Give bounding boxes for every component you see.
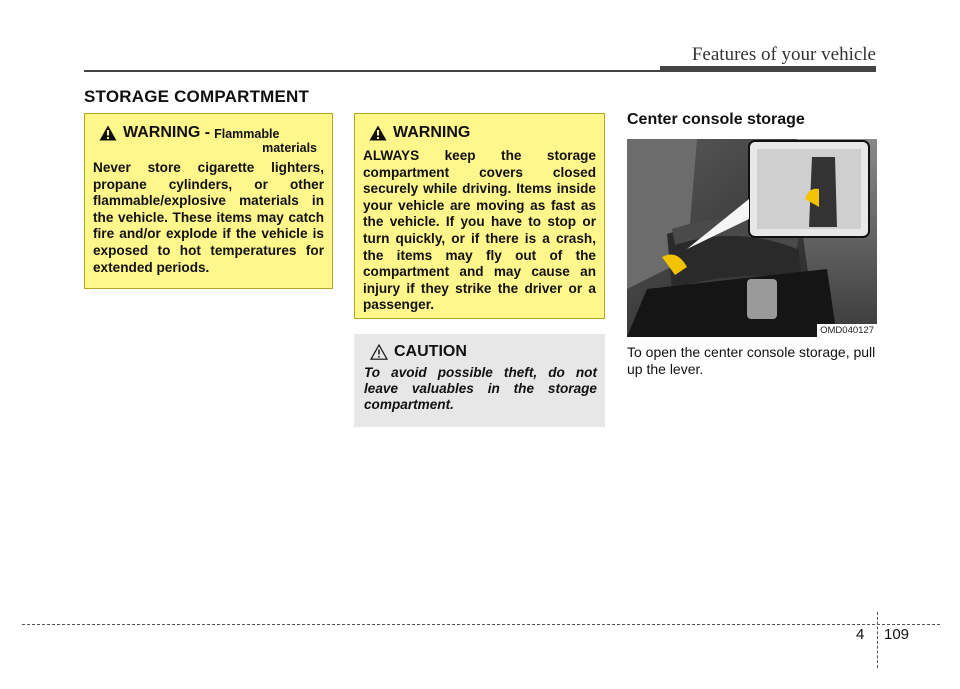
page-number: 109	[884, 626, 910, 643]
center-console-photo	[627, 139, 877, 337]
warning-body: Never store cigarette lighters, propane cylinders, or other flammable/explosive materials in the vehicle. These items may catch fire and/or explode if the vehicle is exposed to hot temperatures for extended periods.	[93, 160, 324, 275]
image-code: OMD040127	[817, 324, 877, 337]
footer-divider	[877, 612, 878, 668]
header-title: Features of your vehicle	[691, 44, 876, 65]
caution-label: CAUTION	[394, 343, 467, 360]
warning-triangle-icon	[369, 125, 387, 141]
warning-body: ALWAYS keep the storage compartment covers closed securely while driving. Items inside your vehicle are moving as fast as the vehicle. If you have to stop or turn quickly, or if there is a crash, the items may fly out of the compartment and may cause an injury if they strike the driver or a passenger.	[363, 148, 596, 313]
warning-heading	[363, 124, 596, 142]
center-console-title: Center console storage	[627, 111, 805, 128]
caution-triangle-icon	[370, 344, 388, 360]
console-illustration	[627, 139, 877, 337]
header-rule-accent	[660, 66, 876, 72]
warning-box-flammable	[84, 113, 333, 289]
chapter-number: 4	[856, 626, 865, 643]
warning-label: WARNING	[393, 124, 471, 141]
warning-subtitle-line1: Flammable	[214, 127, 280, 141]
section-title: STORAGE COMPARTMENT	[84, 87, 310, 106]
warning-heading	[93, 124, 324, 155]
warning-box-storage	[354, 113, 605, 319]
caution-box	[354, 334, 605, 427]
warning-subtitle	[214, 127, 317, 155]
footer-rule	[22, 624, 940, 625]
warning-label: WARNING -	[123, 124, 211, 141]
caution-body: To avoid possible theft, do not leave valuables in the storage compartment.	[364, 365, 597, 412]
center-console-description: To open the center console storage, pull up the lever.	[627, 344, 876, 377]
warning-subtitle-line2: materials	[262, 141, 318, 155]
caution-heading	[364, 343, 597, 361]
warning-triangle-icon	[99, 125, 117, 141]
